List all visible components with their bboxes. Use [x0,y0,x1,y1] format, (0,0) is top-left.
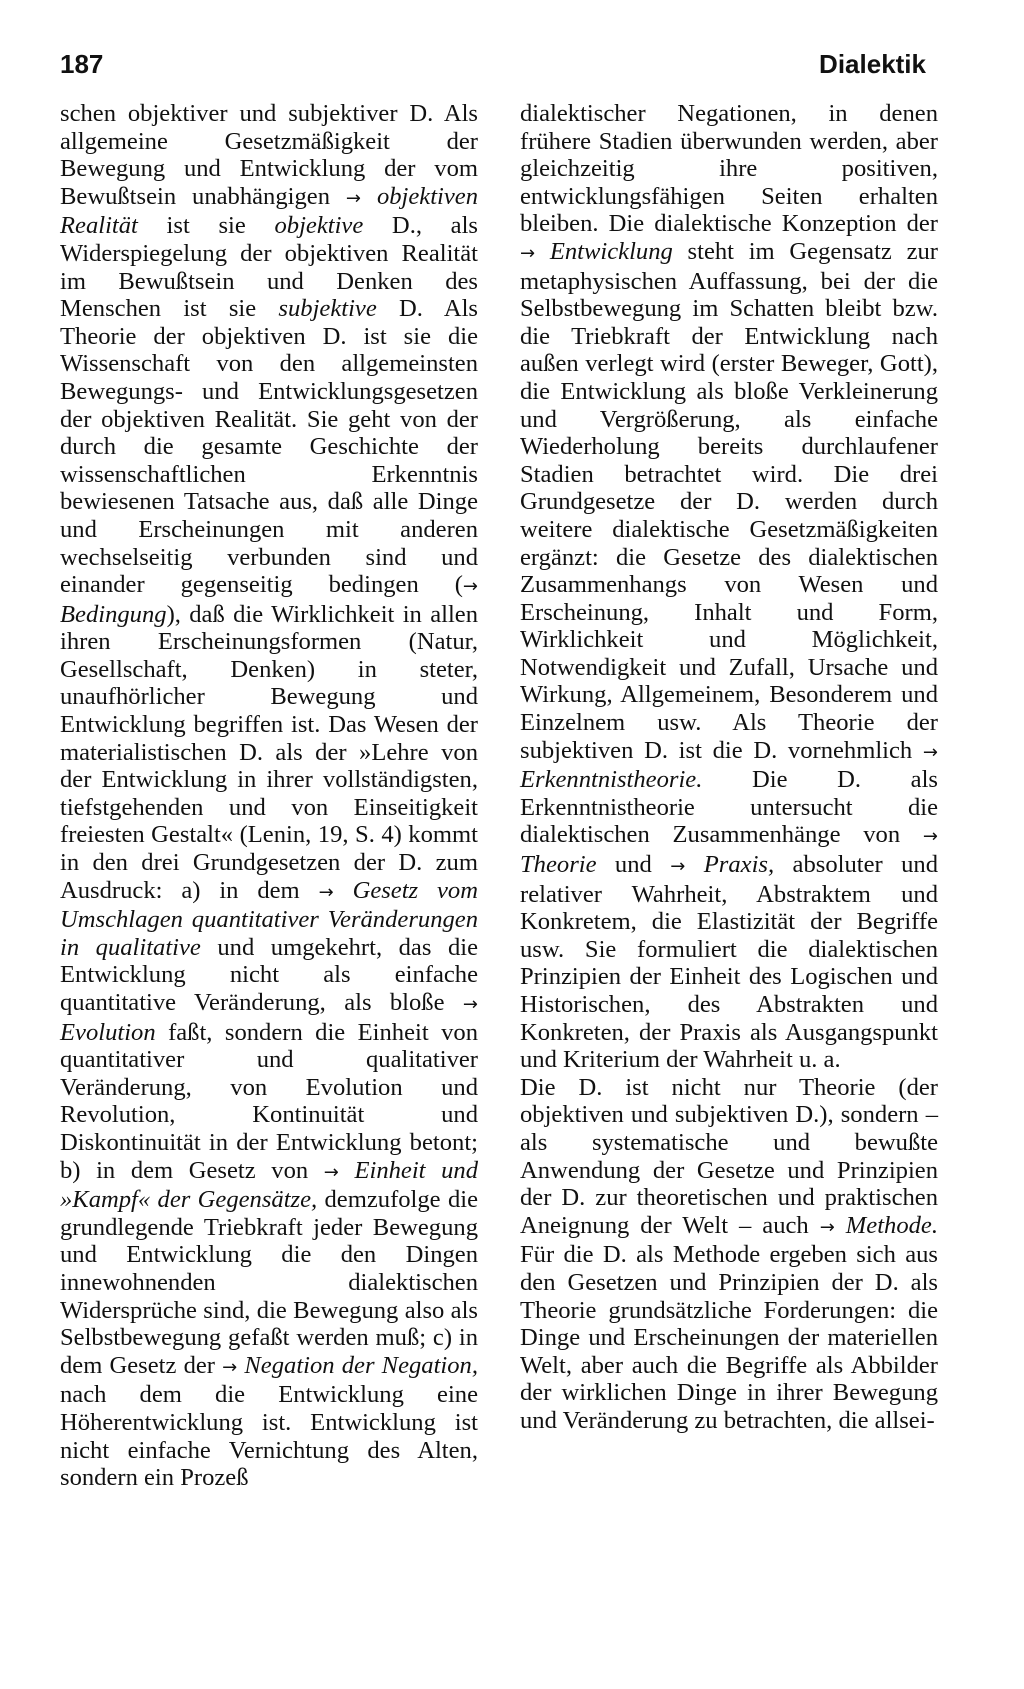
text-run [835,1212,846,1239]
text-run [339,1157,355,1184]
arrow-right-icon: → [670,856,686,878]
arrow-right-icon: → [318,881,334,903]
cross-reference-term: Erkenntnistheorie. [520,766,703,794]
cross-reference-term: Bedingung [60,600,167,628]
cross-reference-term: Evolution [60,1018,156,1046]
arrow-right-icon: → [462,576,478,598]
right-paragraph [520,100,938,1074]
arrow-right-icon: → [520,242,536,264]
left-column [60,100,478,1492]
text-run: schen objektiver und subjektiver D. Als allgemeine Gesetzmäßigkeit der Bewegung und Entwicklung der vom Bewußtsein unabhängigen [60,100,478,210]
arrow-right-icon: → [922,741,938,763]
text-run: nach dem die Entwicklung eine Höherentwicklung ist. Entwicklung ist nicht einfache Vernichtung des Alten, sondern ein Prozeß [60,1381,478,1492]
cross-reference-term: Praxis, [703,851,775,879]
text-run: steht im Gegensatz zur metaphysischen Auffassung, bei der die Selbstbewegung im Schatten bleibt bzw. die Triebkraft der Entwicklung nach außen verlegt wird (erster Beweger, Gott), die Entwicklung als bloße Verkleinerung und Vergrößerung, als einfache Wiederholung bereits durchlaufener Stadien betrachtet wird. Die drei Grundgesetze der D. werden durch weitere dialektische Gesetzmäßigkeiten ergänzt: die Gesetze des dialektischen Zusammenhangs von Wesen und Erscheinung, Inhalt und Form, Wirklichkeit und Möglichkeit, Notwendigkeit und Zufall, Ursache und Wirkung, Allgemeinem, Besonderem und Einzelnem usw. Als Theorie der subjektiven D. ist die D. vornehmlich [520,237,938,764]
text-run: ), daß die Wirklichkeit in allen ihren Erscheinungsformen (Natur, Gesellschaft, Denken) in steter, unaufhörlicher Bewegung und Entwicklung begriffen ist. Das Wesen der materialistischen D. als der »Lehre von der Entwicklung in ihrer vollständigsten, tiefstgehenden und von Einseitigkeit freiesten Gestalt« (Lenin, 19, S. 4) kommt in den drei Grundgesetzen der D. zum Ausdruck: a) in dem [60,600,478,904]
text-run: Die D. als Erkenntnistheorie untersucht die dialektischen Zusammenhänge von [520,766,938,849]
cross-reference-term: Gesetz vom Umschlagen quantitativer Veränderungen in qualitative [60,876,478,961]
page-header [60,46,926,82]
cross-reference-term: Entwicklung [549,237,673,265]
cross-reference-term: objektiven Realität [60,182,478,240]
cross-reference-term: Einheit und »Kampf« der Gegensätze, [60,1156,478,1214]
text-run: D. Als Theorie der objektiven D. ist sie die Wissenschaft von den allgemeinsten Bewegungs- und Entwicklungsgesetzen der objektiven Realität. Sie geht von der durch die gesamte Geschichte der wissenschaftlichen Erkenntnis bewiesenen Tatsache aus, daß alle Dinge und Erscheinungen mit anderen wechselseitig verbunden sind und einander gegenseitig bedingen ( [60,295,478,599]
cross-reference-term: Methode. [845,1211,938,1239]
text-run [334,877,353,904]
text-run: demzufolge die grundlegende Triebkraft jeder Bewegung und Entwicklung die den Dingen innewohnenden dialektischen Widersprüche sind, die Bewegung also als Selbstbewegung gefaßt werden muß; c) in dem Gesetz der [60,1186,478,1379]
text-run: absoluter und relativer Wahrheit, Abstraktem und Konkretem, die Elastizität der Begriffe usw. Sie formuliert die dialektischen Prinzipien der Einheit des Logischen und Historischen, des Abstrakten und Konkreten, der Praxis als Ausgangspunkt und Kriterium der Wahrheit u. a. [520,851,938,1074]
text-run: D., als Widerspiegelung der objektiven Realität im Bewußtsein und Denken des Menschen ist sie [60,212,478,323]
running-head: Dialektik [819,49,926,79]
text-run: Für die D. als Methode ergeben sich aus den Gesetzen und Prinzipien der D. als Theorie grundsätzliche Forderungen: die Dinge und Erscheinungen der materiellen Welt, aber auch die Begriffe als Abbilder der wirklichen Dinge in ihrer Bewegung und Veränderung zu betrachten, die allsei- [520,1241,938,1434]
text-run: faßt, sondern die Einheit von quantitativer und qualitativer Veränderung, von Evolution und Revolution, Kontinuität und Diskontinuität in der Entwicklung betont; b) in dem Gesetz von [60,1018,478,1184]
arrow-right-icon: → [819,1216,835,1238]
text-run: und umgekehrt, das die Entwicklung nicht als einfache quantitative Veränderung, als bloße [60,933,478,1016]
arrow-right-icon: → [323,1161,339,1183]
right-column [520,100,938,1435]
text-run: Die D. ist nicht nur Theorie (der objektiven und subjektiven D.), sondern – als systematische und bewußte Anwendung der Gesetze und Prinzipien der D. zur theoretischen und praktischen Aneignung der Welt – auch [520,1073,938,1239]
text-run: und [596,851,671,879]
text-run: dialektischer Negationen, in denen frühere Stadien überwunden werden, aber gleichzeitig ihre positiven, entwicklungsfähigen Seiten erhalten bleiben. Die dialektische Konzeption der [520,100,938,238]
text-run [685,851,703,878]
text-run: ist sie [137,212,275,240]
cross-reference-term: Theorie [520,851,597,879]
right-paragraph [520,1074,938,1435]
arrow-right-icon: → [462,994,478,1015]
cross-reference-term: Negation der Negation, [244,1351,479,1379]
arrow-right-icon: → [922,826,938,848]
arrow-right-icon: → [222,1356,238,1378]
cross-reference-term: objektive [274,212,364,240]
text-run [361,183,377,210]
cross-reference-term: subjektive [278,295,377,323]
text-run [535,238,550,265]
left-paragraph [60,100,478,1492]
arrow-right-icon: → [345,187,362,209]
page-number: 187 [60,49,104,79]
